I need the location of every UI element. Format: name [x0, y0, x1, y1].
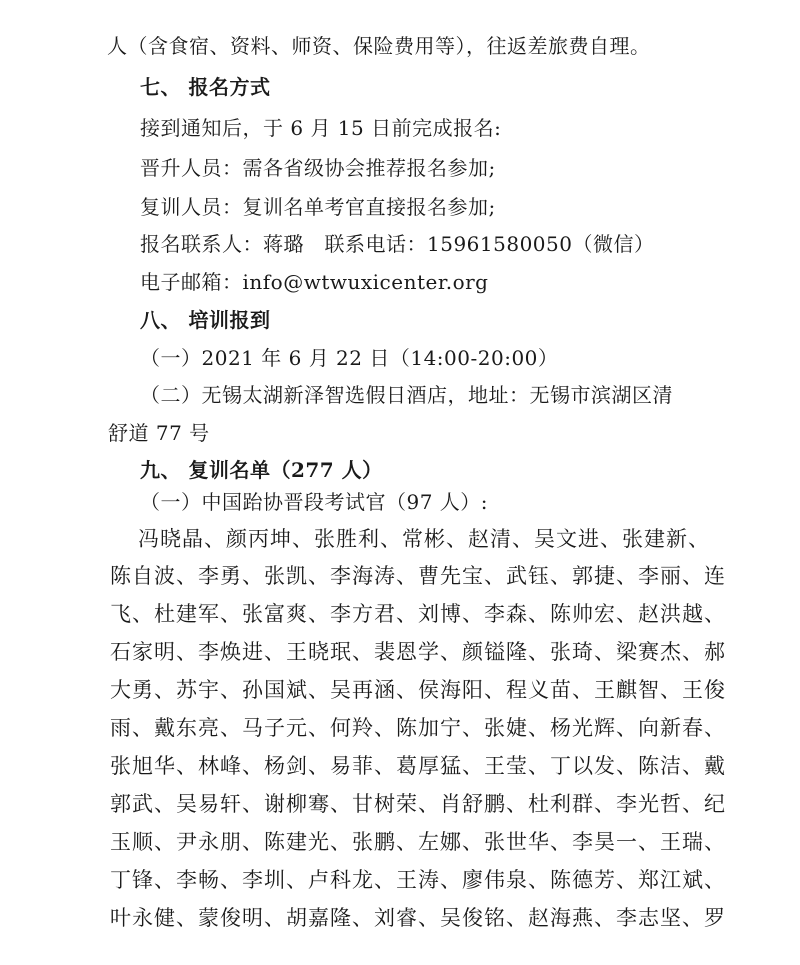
name-line: 玉顺、尹永朋、陈建光、张鹏、左娜、张世华、李昊一、王瑞、: [110, 830, 726, 854]
examiner-subheading: （一）中国跆协晋段考试官（97 人）:: [140, 490, 489, 514]
hotel-address-continued: 舒道 77 号: [108, 421, 210, 445]
name-line: 大勇、苏宇、孙国斌、吴再涵、侯海阳、程义苗、王麒智、王俊: [110, 678, 726, 702]
name-line: 石家明、李焕进、王晓珉、裴恩学、颜镒隆、张琦、梁赛杰、郝: [110, 640, 726, 664]
checkin-date-line: （一）2021 年 6 月 22 日（14:00-20:00）: [140, 346, 559, 370]
name-line: 雨、戴东亮、马子元、何羚、陈加宁、张婕、杨光辉、向新春、: [110, 716, 726, 740]
name-line: 丁锋、李畅、李圳、卢科龙、王涛、廖伟泉、陈德芳、郑江斌、: [110, 868, 726, 892]
name-line: 陈自波、李勇、张凯、李海涛、曹先宝、武钰、郭捷、李丽、连: [110, 564, 726, 588]
email-line: 电子邮箱：info@wtwuxicenter.org: [140, 270, 489, 294]
name-line: 张旭华、林峰、杨剑、易菲、葛厚猛、王莹、丁以发、陈洁、戴: [110, 754, 726, 778]
hotel-address-line: （二）无锡太湖新泽智选假日酒店，地址：无锡市滨湖区清: [140, 383, 673, 407]
fee-note-line: 人（含食宿、资料、师资、保险费用等），往返差旅费自理。: [107, 34, 651, 58]
section-7-heading: 七、 报名方式: [140, 75, 271, 99]
promotion-registration-line: 晋升人员：需各省级协会推荐报名参加;: [140, 156, 496, 180]
name-line: 冯晓晶、颜丙坤、张胜利、常彬、赵清、吴文进、张建新、: [138, 527, 710, 551]
contact-line: 报名联系人：蒋璐 联系电话：15961580050（微信）: [140, 232, 655, 256]
name-line: 飞、杜建军、张富爽、李方君、刘博、李森、陈帅宏、赵洪越、: [110, 602, 726, 626]
retraining-registration-line: 复训人员：复训名单考官直接报名参加;: [140, 195, 496, 219]
section-9-heading: 九、 复训名单（277 人）: [140, 458, 383, 482]
section-8-heading: 八、 培训报到: [140, 308, 271, 332]
name-line: 郭武、吴易轩、谢柳骞、甘树荣、肖舒鹏、杜利群、李光哲、纪: [110, 792, 726, 816]
name-line: 叶永健、蒙俊明、胡嘉隆、刘睿、吴俊铭、赵海燕、李志坚、罗: [110, 906, 726, 930]
registration-deadline-line: 接到通知后，于 6 月 15 日前完成报名:: [140, 116, 502, 140]
